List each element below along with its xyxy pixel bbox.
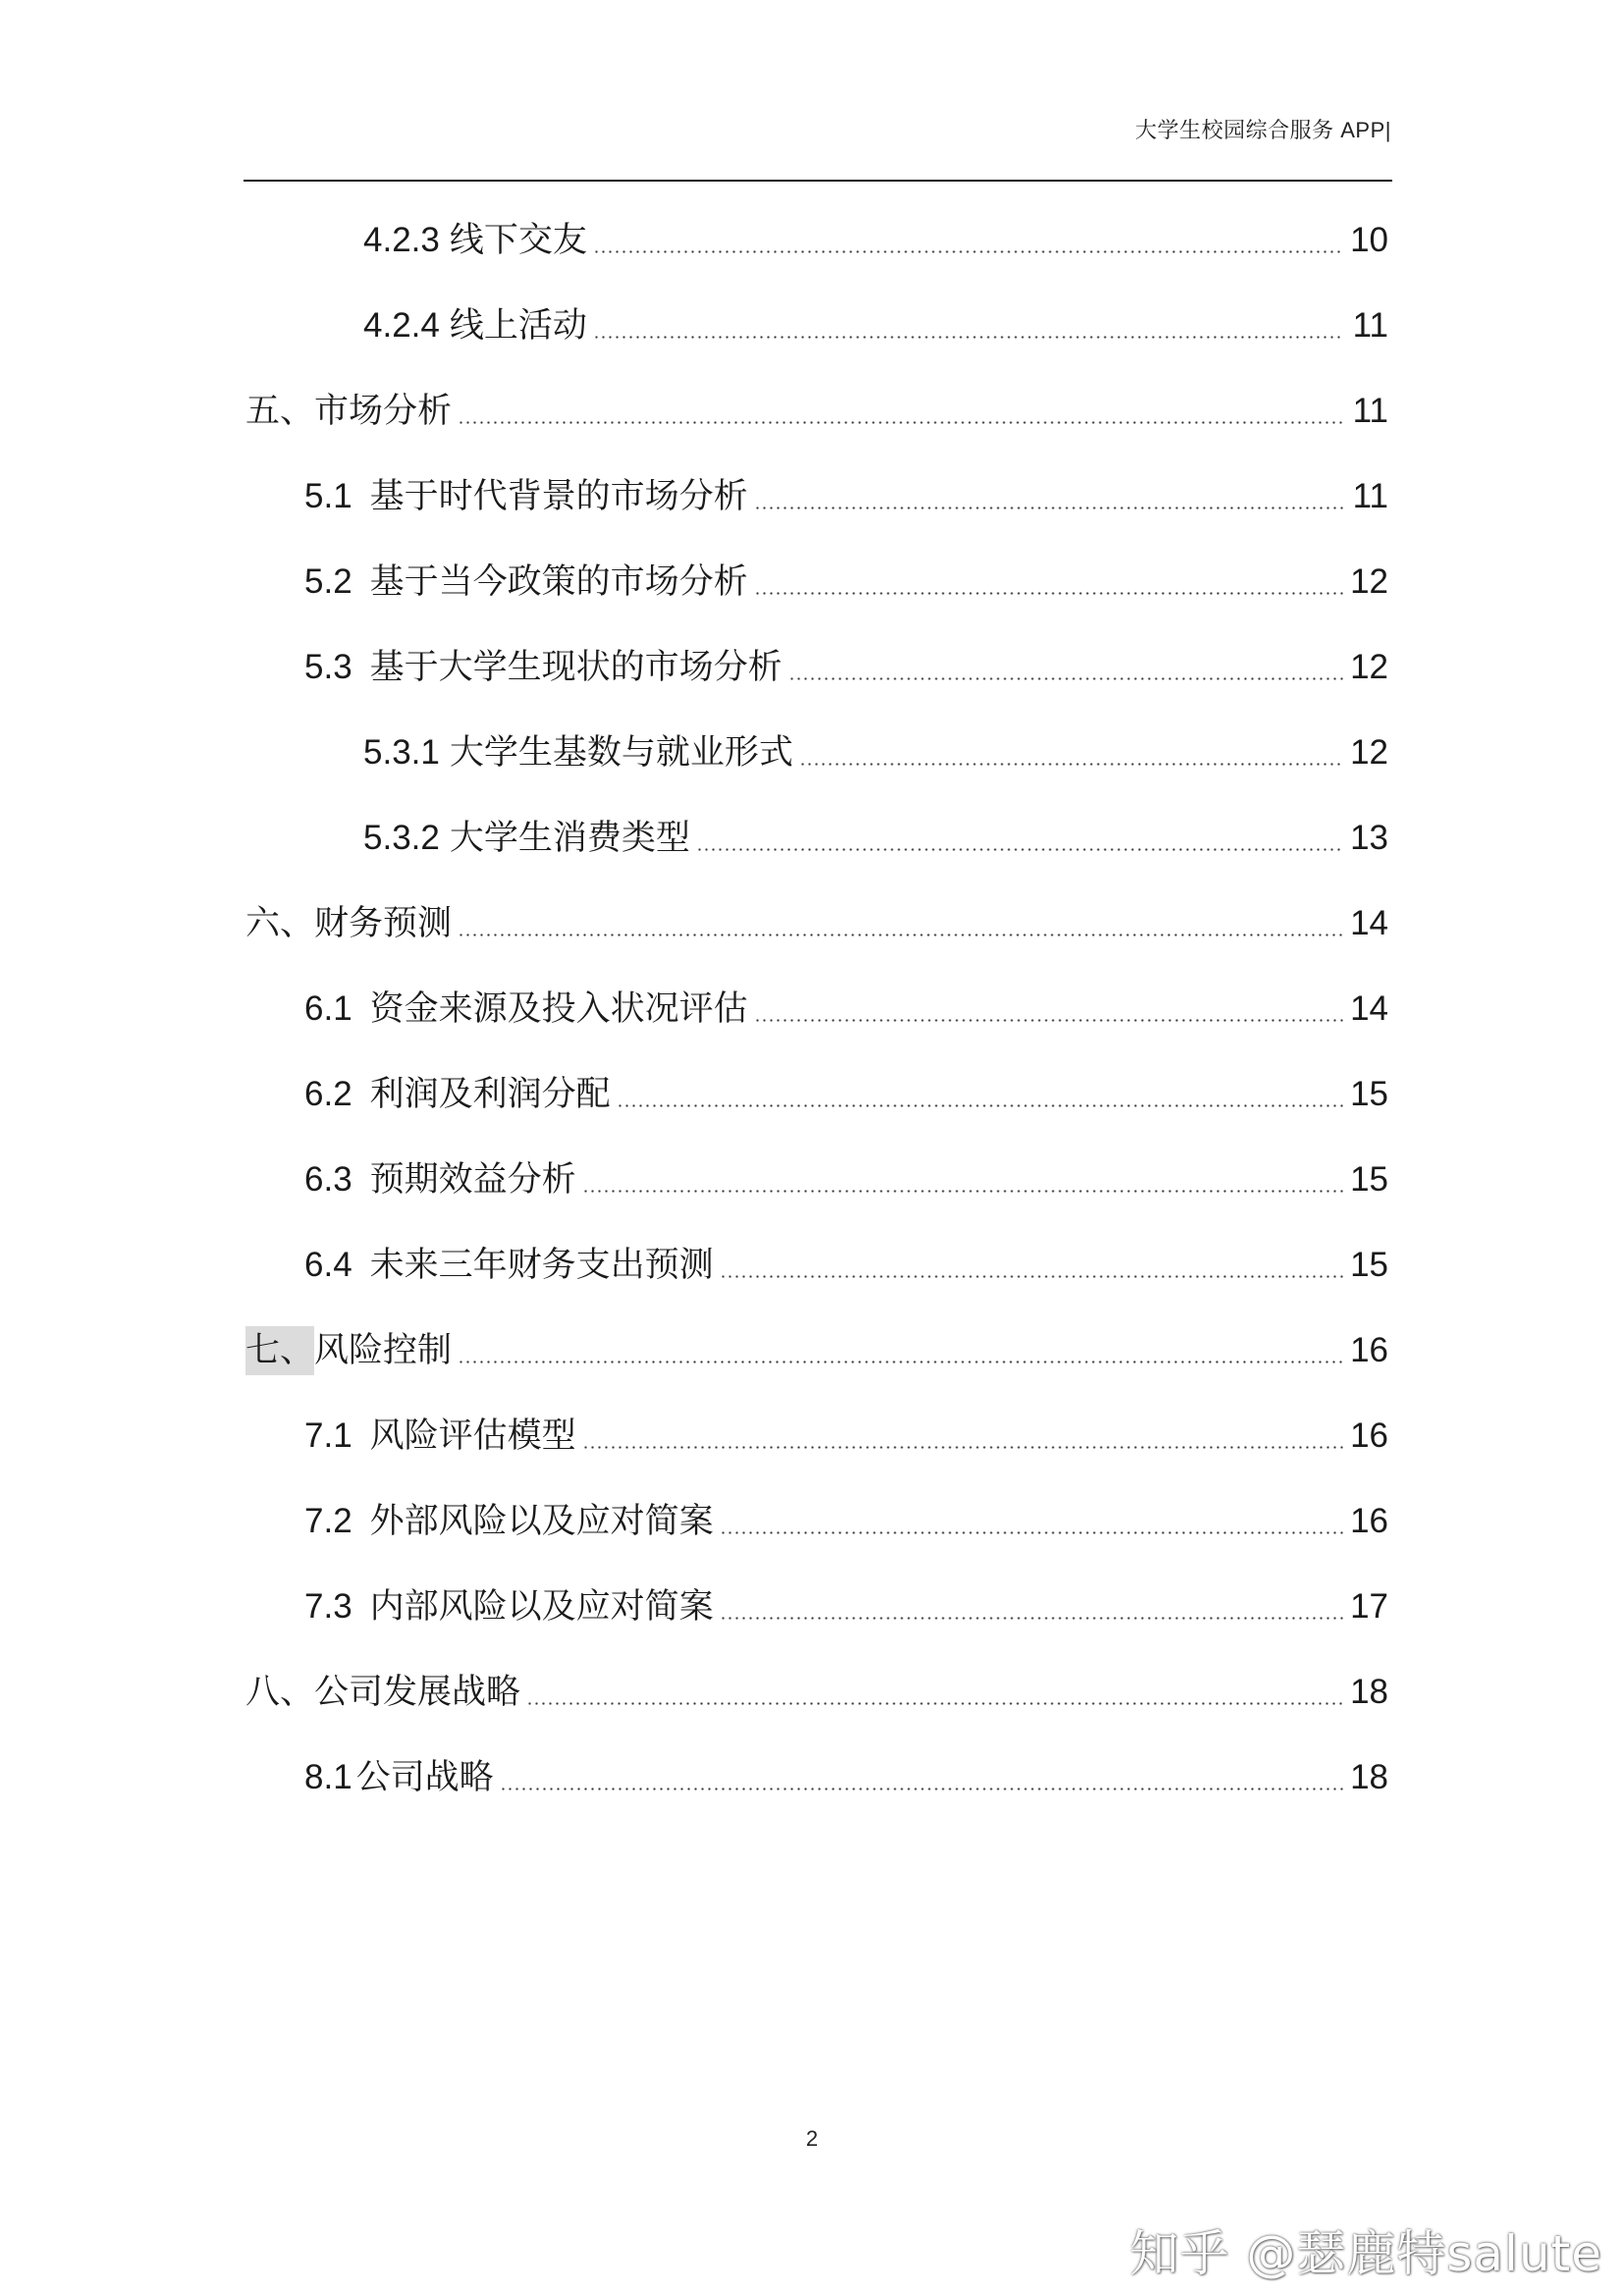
toc-entry-number: 七、 (245, 1326, 314, 1375)
toc-entry-5-2[interactable] (304, 558, 1388, 607)
toc-entry-title: 财务预测 (314, 904, 453, 942)
toc-entry-number: 6.4 (304, 1246, 352, 1284)
toc-dot-leader (617, 1104, 1343, 1107)
toc-entry-chapter-5[interactable] (245, 387, 1388, 436)
toc-dot-leader (582, 1190, 1343, 1193)
toc-dot-leader (458, 934, 1343, 936)
toc-dot-leader (720, 1617, 1343, 1620)
toc-dot-leader (593, 250, 1343, 253)
toc-entry-page: 14 (1350, 989, 1388, 1028)
toc-entry-page: 10 (1350, 221, 1388, 259)
toc-entry-7-3[interactable] (304, 1582, 1388, 1631)
toc-entry-5-1[interactable] (304, 472, 1388, 521)
toc-entry-page: 16 (1350, 1502, 1388, 1540)
toc-entry-page: 18 (1350, 1673, 1388, 1711)
toc-entry-title: 内部风险以及应对简案 (369, 1587, 714, 1626)
toc-entry-page: 15 (1350, 1246, 1388, 1284)
toc-dot-leader (696, 848, 1343, 851)
toc-entry-title: 外部风险以及应对简案 (369, 1502, 714, 1540)
toc-entry-chapter-6[interactable] (245, 899, 1388, 948)
toc-dot-leader (458, 1361, 1343, 1363)
toc-dot-leader (799, 763, 1343, 766)
toc-entry-title: 线上活动 (449, 306, 587, 345)
toc-entry-title: 市场分析 (314, 392, 453, 430)
toc-entry-number: 4.2.3 (363, 221, 440, 259)
toc-entry-title: 大学生消费类型 (449, 819, 690, 857)
toc-entry-chapter-7[interactable] (245, 1326, 1388, 1375)
toc-dot-leader (582, 1446, 1343, 1449)
toc-dot-leader (593, 336, 1343, 339)
toc-entry-number: 6.1 (304, 989, 352, 1028)
toc-entry-title: 线下交友 (449, 221, 587, 259)
toc-entry-page: 12 (1350, 733, 1388, 772)
toc-entry-6-3[interactable] (304, 1155, 1388, 1204)
toc-entry-7-2[interactable] (304, 1497, 1388, 1546)
toc-entry-number: 5.3.1 (363, 733, 440, 772)
running-header-title: 大学生校园综合服务 APP| (1135, 118, 1391, 142)
watermark: 知乎 @瑟鹿特salute (1129, 2225, 1602, 2282)
toc-dot-leader (754, 592, 1343, 595)
toc-entry-title: 公司战略 (355, 1758, 494, 1796)
toc-dot-leader (458, 421, 1343, 424)
toc-entry-number: 八、 (245, 1673, 315, 1711)
toc-entry-title: 未来三年财务支出预测 (369, 1246, 714, 1284)
toc-entry-4-2-3[interactable] (363, 216, 1388, 265)
toc-entry-title: 基于当今政策的市场分析 (369, 562, 748, 601)
toc-entry-title: 基于大学生现状的市场分析 (369, 648, 783, 686)
toc-entry-title: 风险控制 (314, 1331, 453, 1369)
toc-entry-chapter-8[interactable] (245, 1668, 1388, 1717)
toc-entry-4-2-4[interactable] (363, 301, 1388, 350)
toc-entry-number: 五、 (245, 392, 315, 430)
toc-entry-page: 16 (1350, 1416, 1388, 1455)
toc-dot-leader (788, 677, 1343, 680)
toc-entry-page: 11 (1352, 477, 1388, 515)
toc-entry-5-3[interactable] (304, 643, 1388, 692)
toc-entry-number: 5.3.2 (363, 819, 440, 857)
toc-entry-page: 16 (1350, 1331, 1388, 1369)
toc-dot-leader (754, 507, 1343, 509)
toc-entry-page: 12 (1350, 648, 1388, 686)
toc-entry-title: 风险评估模型 (369, 1416, 576, 1455)
toc-entry-title: 资金来源及投入状况评估 (369, 989, 748, 1028)
toc-entry-number: 5.3 (304, 648, 352, 686)
toc-entry-number: 8.1 (304, 1758, 352, 1796)
toc-entry-6-2[interactable] (304, 1070, 1388, 1119)
toc-entry-title: 利润及利润分配 (369, 1075, 611, 1113)
toc-entry-page: 15 (1350, 1160, 1388, 1199)
toc-entry-number: 6.2 (304, 1075, 352, 1113)
toc-entry-number: 7.3 (304, 1587, 352, 1626)
toc-entry-number: 六、 (245, 904, 315, 942)
toc-dot-leader (720, 1531, 1343, 1534)
toc-entry-page: 12 (1350, 562, 1388, 601)
toc-entry-number: 7.1 (304, 1416, 352, 1455)
toc-entry-number: 7.2 (304, 1502, 352, 1540)
toc-entry-7-1[interactable] (304, 1412, 1388, 1461)
toc-entry-number: 4.2.4 (363, 306, 440, 345)
toc-entry-8-1[interactable] (304, 1753, 1388, 1802)
toc-entry-number: 6.3 (304, 1160, 352, 1199)
toc-entry-5-3-2[interactable] (363, 814, 1388, 863)
toc-entry-title: 基于时代背景的市场分析 (369, 477, 748, 515)
toc-entry-6-4[interactable] (304, 1241, 1388, 1290)
toc-entry-page: 17 (1350, 1587, 1388, 1626)
toc-entry-title: 公司发展战略 (314, 1673, 521, 1711)
toc-entry-page: 11 (1352, 306, 1388, 345)
toc-entry-page: 15 (1350, 1075, 1388, 1113)
toc-entry-page: 18 (1350, 1758, 1388, 1796)
toc-dot-leader (526, 1702, 1343, 1705)
toc-entry-6-1[interactable] (304, 985, 1388, 1034)
toc-entry-page: 14 (1350, 904, 1388, 942)
toc-entry-page: 11 (1352, 392, 1388, 430)
toc-entry-5-3-1[interactable] (363, 728, 1388, 777)
page-number: 2 (805, 2126, 819, 2151)
toc-dot-leader (754, 1019, 1343, 1022)
toc-dot-leader (720, 1275, 1343, 1278)
toc-dot-leader (500, 1788, 1343, 1790)
toc-entry-title: 大学生基数与就业形式 (449, 733, 793, 772)
toc-entry-number: 5.1 (304, 477, 352, 515)
toc-entry-page: 13 (1350, 819, 1388, 857)
toc-entry-number: 5.2 (304, 562, 352, 601)
toc-entry-title: 预期效益分析 (369, 1160, 576, 1199)
